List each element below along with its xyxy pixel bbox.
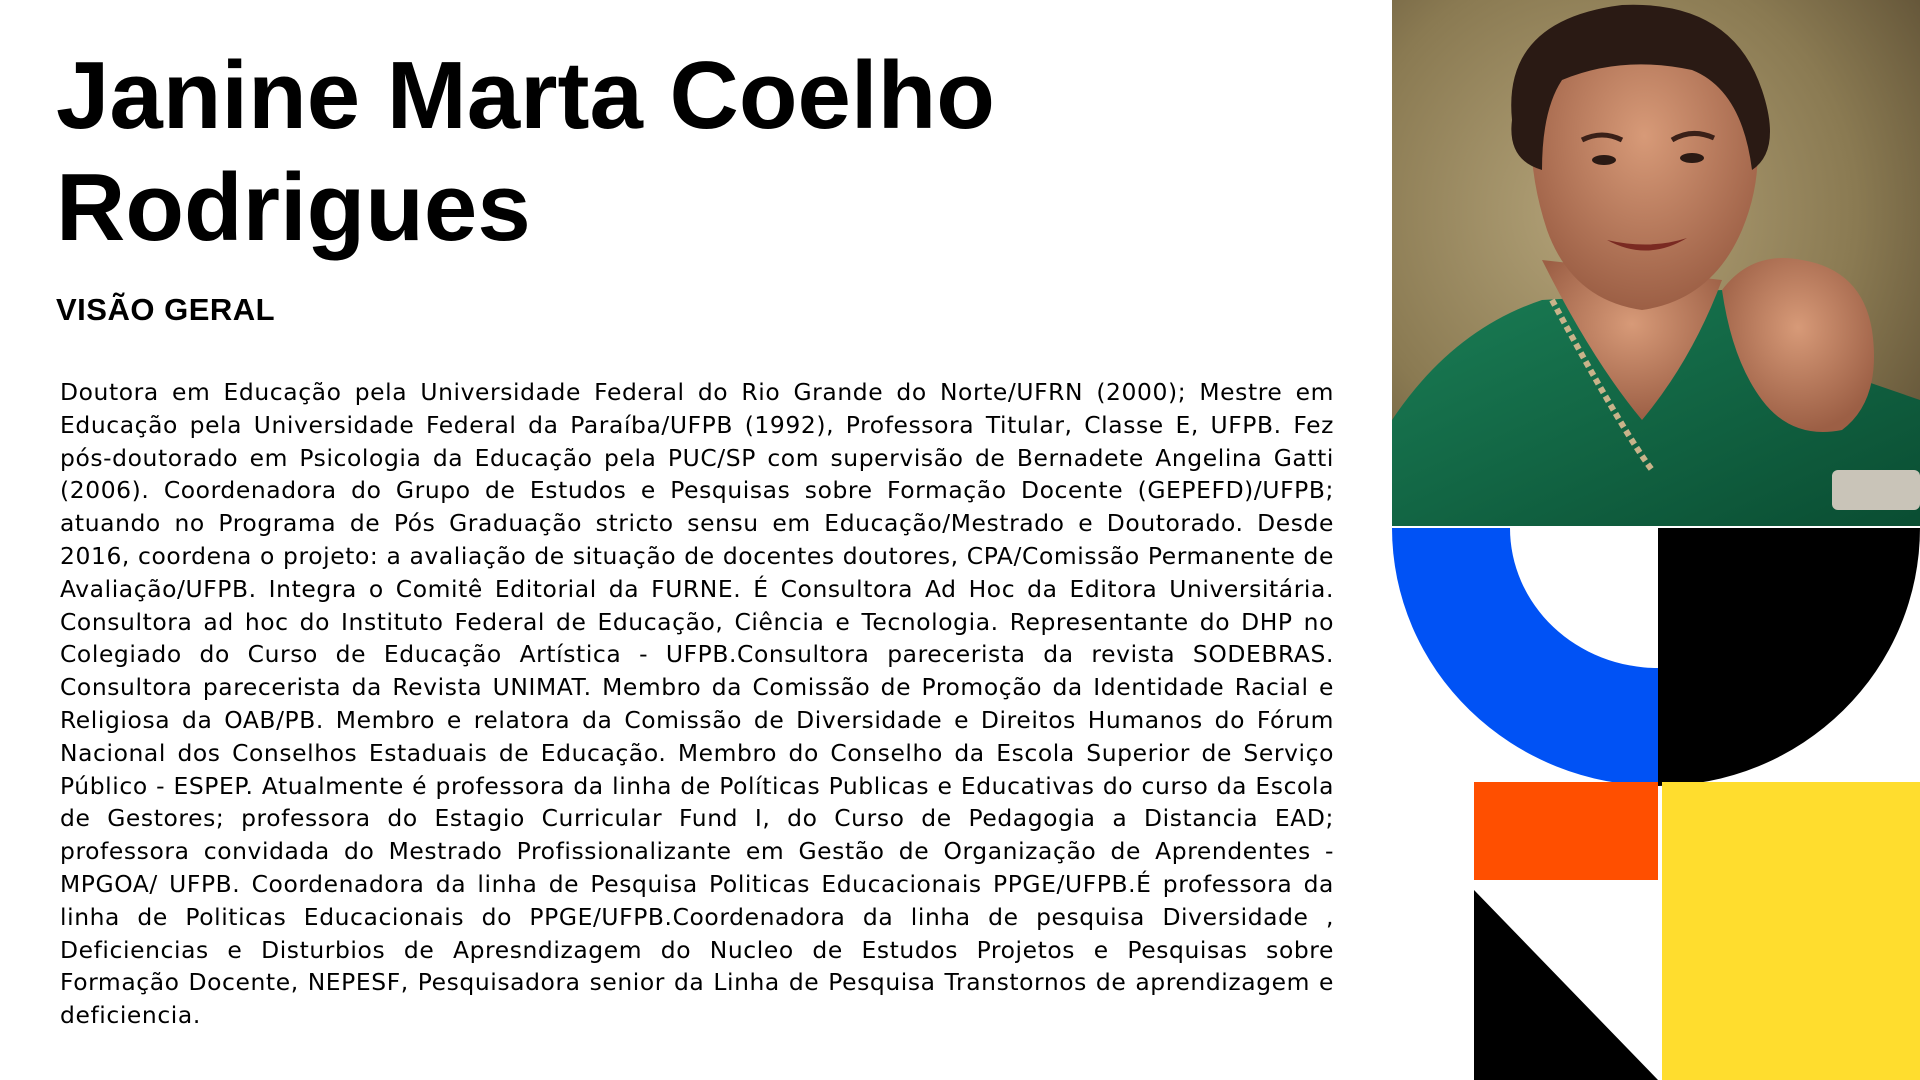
section-title: VISÃO GERAL bbox=[56, 292, 276, 327]
orange-rectangle bbox=[1474, 782, 1658, 880]
decorative-shapes bbox=[1390, 526, 1920, 1080]
header-block bbox=[56, 40, 1336, 328]
eye-left bbox=[1592, 155, 1616, 165]
biography-text: Doutora em Educação pela Universidade Federal do Rio Grande do Norte/UFRN (2000); Mestre em Educação pela Universidade Federal da Paraíba/UFPB (1992), Professora Titular, Classe E, UFPB. Fez pós-doutorado em Psicologia da Educação pela PUC/SP com supervisão de Bernadete Angelina Gatti (2006). Coordenadora do Grupo de Estudos e Pesquisas sobre Formação Docente (GEPEFD)/UFPB; atuando no Programa de Pós Graduação stricto sensu em Educação/Mestrado e Doutorado. Desde 2016, coordena o projeto: a avaliação de situação de docentes doutores, CPA/Comissão Permanente de Avaliação/UFPB. Integra o Comitê Editorial da FURNE. É Consultora Ad Hoc da Editora Universitária. Consultora ad hoc do Instituto Federal de Educação, Ciência e Tecnologia. Representante do DHP no Colegiado do Curso de Educação Artística - UFPB.Consultora parecerista da revista SODEBRAS. Consultora parecerista da Revista UNIMAT. Membro da Comissão de Promoção da Identidade Racial e Religiosa da OAB/PB. Membro e relatora da Comissão de Diversidade e Direitos Humanos do Fórum Nacional dos Conselhos Estaduais de Educação. Membro do Conselho da Escola Superior de Serviço Público - ESPEP. Atualmente é professora da linha de Políticas Publicas e Educativas do curso da Escola de Gestores; professora do Estagio Curricular Fund I, do Curso de Pedagogia a Distancia EAD; professora convidada do Mestrado Profissionalizante em Gestão de Organização de Aprendentes -MPGOA/ UFPB. Coordenadora da linha de Pesquisa Politicas Educacionais PPGE/UFPB.É professora da linha de Politicas Educacionais do PPGE/UFPB.Coordenadora da linha de pesquisa Diversidade , Deficiencias e Disturbios de Apresndizagem do Nucleo de Estudos Projetos e Pesquisas sobre Formação Docente, NEPESF, Pesquisadora senior da Linha de Pesquisa Transtornos de aprendizagem e deficiencia. bbox=[60, 378, 1334, 1030]
portrait-image bbox=[1392, 0, 1920, 527]
wrist-watch bbox=[1832, 470, 1920, 510]
yellow-square bbox=[1662, 782, 1920, 1080]
person-name: Janine Marta Coelho Rodrigues bbox=[56, 42, 995, 261]
portrait-photo bbox=[1392, 0, 1920, 527]
eye-right bbox=[1680, 153, 1704, 163]
